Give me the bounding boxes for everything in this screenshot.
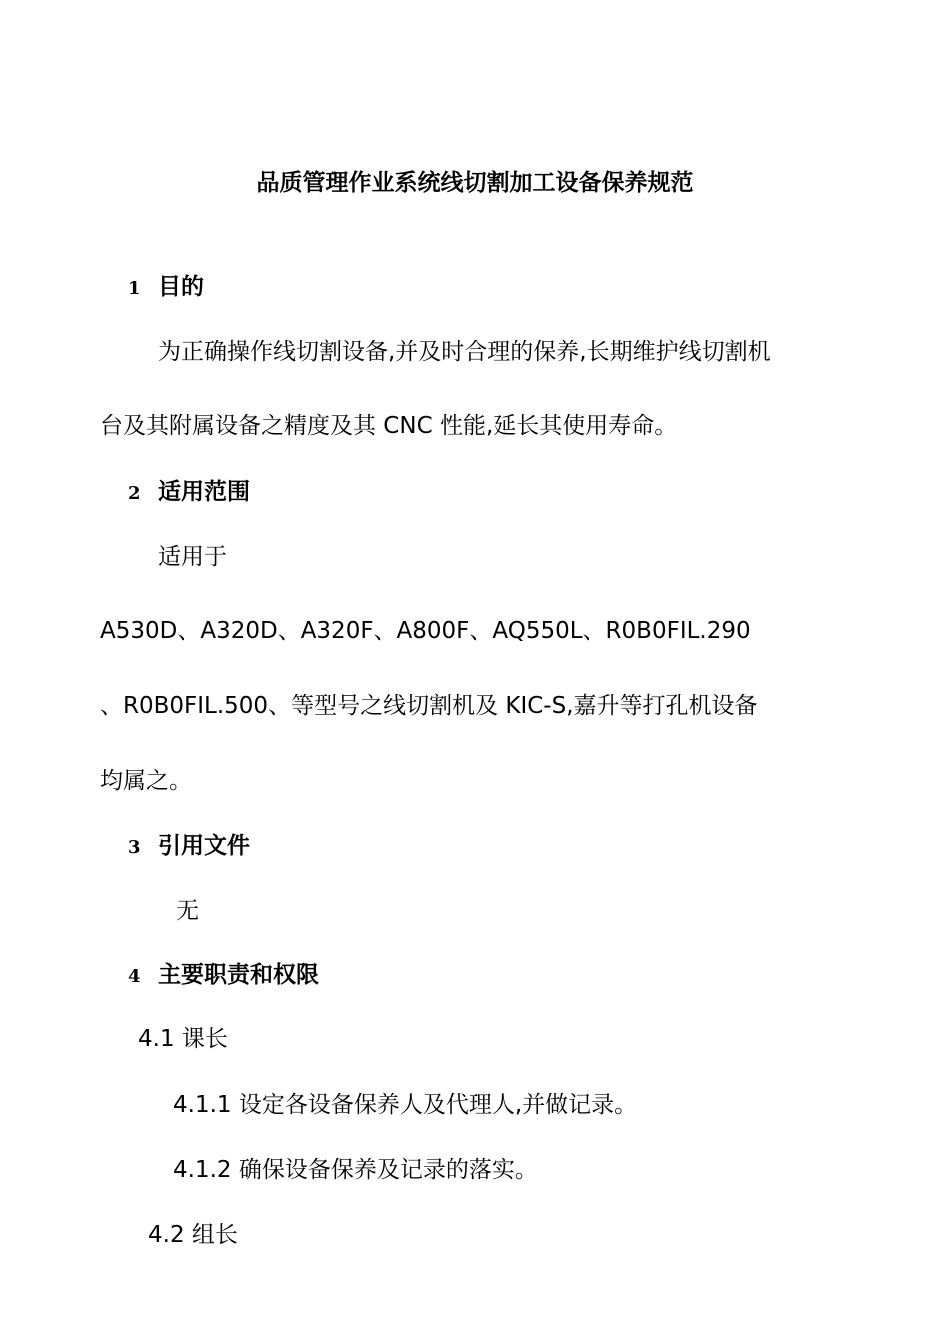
section-3-heading	[128, 831, 250, 863]
section-3-number: 3	[128, 837, 141, 858]
section-2-heading	[128, 477, 250, 509]
section-3-paragraph-line-1: 无	[176, 898, 199, 924]
section-1-paragraph-line-2: 台及其附属设备之精度及其 CNC 性能,延长其使用寿命。	[100, 413, 678, 439]
section-4-heading	[128, 960, 319, 992]
document-title: 品质管理作业系统线切割加工设备保养规范	[256, 170, 694, 196]
section-2-number: 2	[128, 483, 141, 504]
subsection-4-1-label: 4.1 课长	[138, 1026, 228, 1052]
section-1-paragraph-line-1: 为正确操作线切割设备,并及时合理的保养,长期维护线切割机	[158, 339, 771, 365]
section-1-title: 目的	[158, 274, 204, 300]
section-2-title: 适用范围	[158, 479, 250, 505]
section-2-paragraph-line-1: 适用于	[158, 544, 227, 570]
section-3-title: 引用文件	[158, 833, 250, 859]
section-4-number: 4	[128, 966, 141, 987]
section-2-paragraph-line-2: A530D、A320D、A320F、A800F、AQ550L、R0B0FIL.290	[100, 618, 751, 644]
section-2-paragraph-line-3: 、R0B0FIL.500、等型号之线切割机及 KIC-S,嘉升等打孔机设备	[100, 693, 758, 719]
item-4-1-2: 4.1.2 确保设备保养及记录的落实。	[173, 1157, 538, 1183]
section-1-number: 1	[128, 278, 141, 299]
section-4-title: 主要职责和权限	[158, 962, 319, 988]
section-1-heading	[128, 272, 204, 304]
section-2-paragraph-line-4: 均属之。	[100, 768, 192, 794]
subsection-4-2-label: 4.2 组长	[148, 1222, 238, 1248]
item-4-1-1: 4.1.1 设定各设备保养人及代理人,并做记录。	[173, 1092, 638, 1118]
